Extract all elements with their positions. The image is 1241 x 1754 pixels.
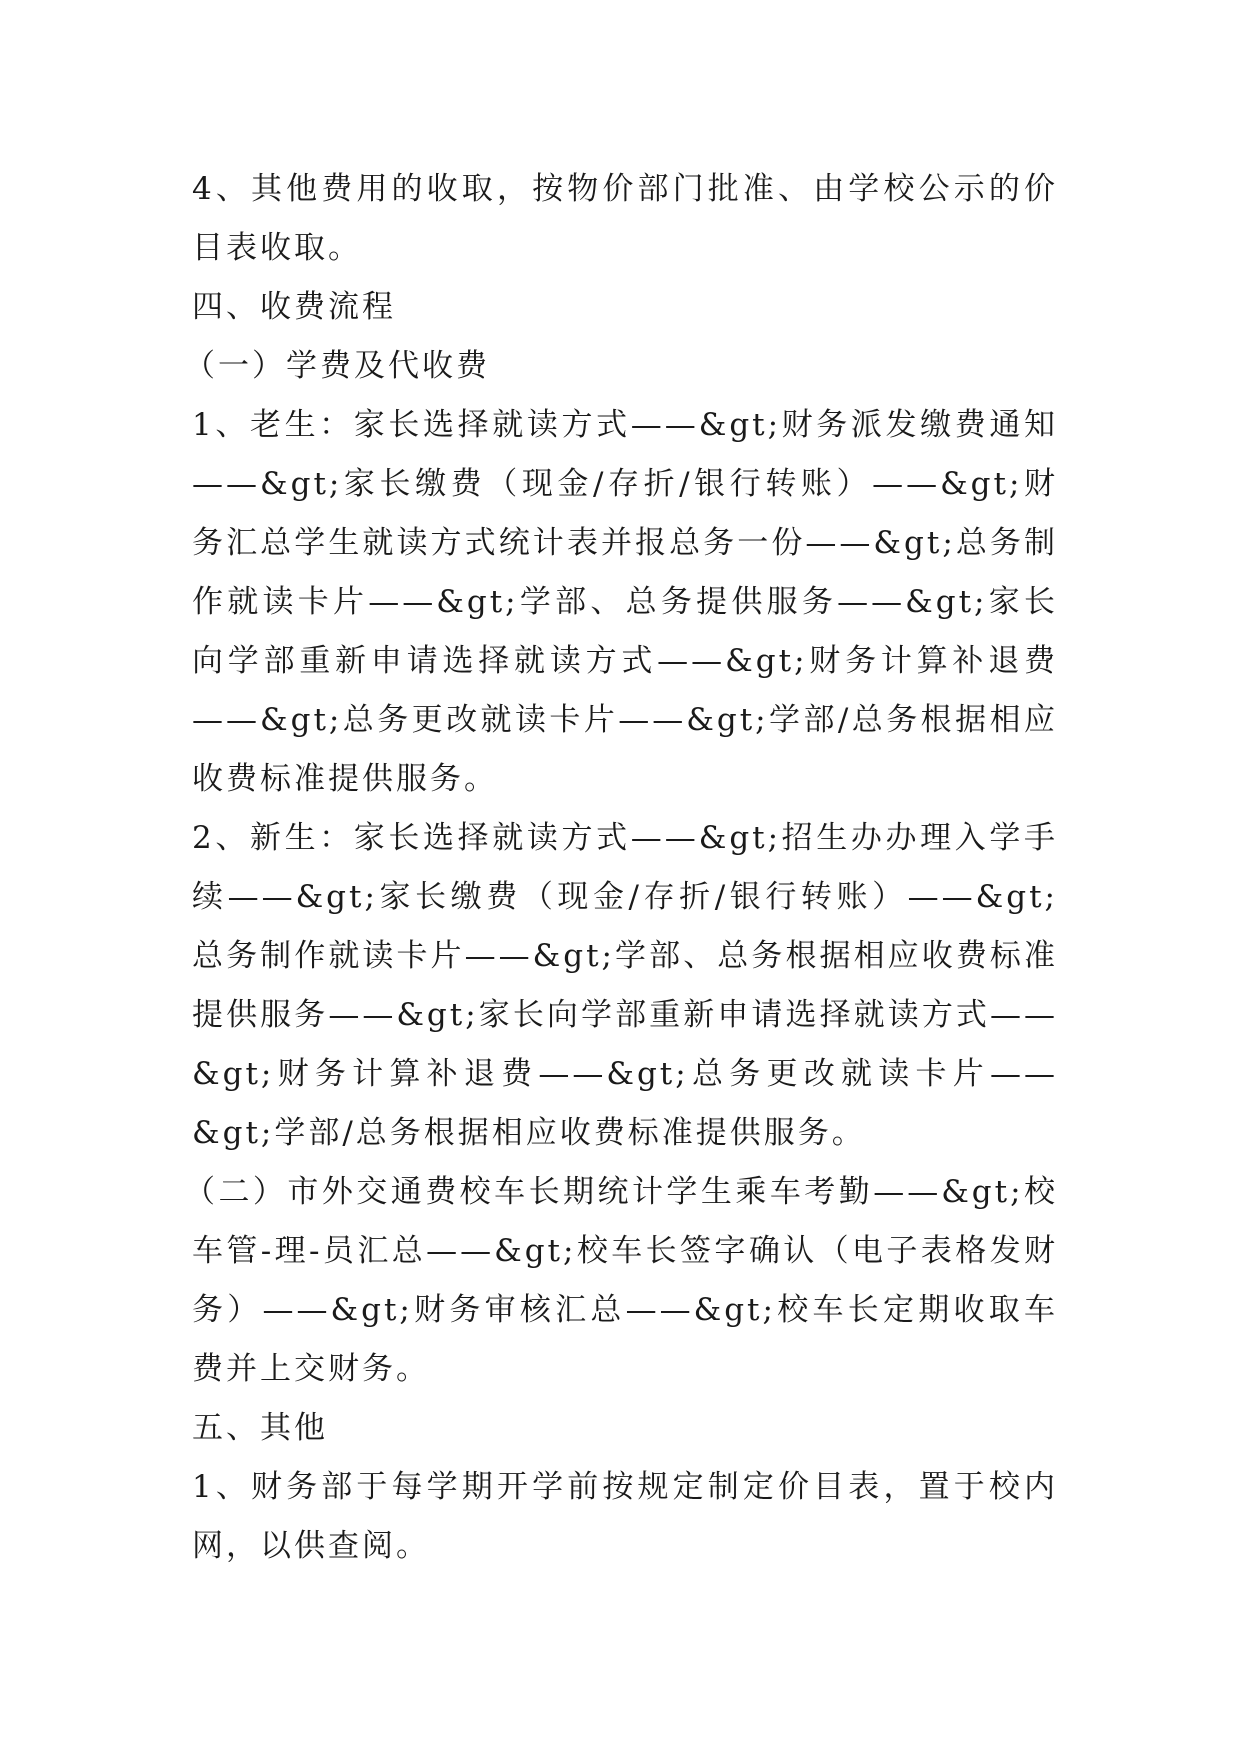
paragraph-price-list: 1、财务部于每学期开学前按规定制定价目表，置于校内网，以供查阅。: [192, 1469, 1058, 1564]
heading-fee-process: 四、收费流程: [192, 289, 396, 325]
paragraph-transport-fee: （二）市外交通费校车长期统计学生乘车考勤——&gt;校车管-理-员汇总——&gt;校车长签字确认（电子表格发财务）——&gt;财务审核汇总——&gt;校车长定期收取车费并上交财务。: [184, 1174, 1058, 1387]
paragraph-new-students: 2、新生：家长选择就读方式——&gt;招生办办理入学手续——&gt;家长缴费（现金/存折/银行转账）——&gt;总务制作就读卡片——&gt;学部、总务根据相应收费标准提供服务——&gt;家长向学部重新申请选择就读方式——&gt;财务计算补退费——&gt;总务更改就读卡片——&gt;学部/总务根据相应收费标准提供服务。: [192, 820, 1058, 1151]
heading-other: 五、其他: [192, 1410, 328, 1446]
paragraph-other-fees: 4、其他费用的收取，按物价部门批准、由学校公示的价目表收取。: [192, 171, 1058, 266]
paragraph-old-students: 1、老生：家长选择就读方式——&gt;财务派发缴费通知——&gt;家长缴费（现金/存折/银行转账）——&gt;财务汇总学生就读方式统计表并报总务一份——&gt;总务制作就读卡片——&gt;学部、总务提供服务——&gt;家长向学部重新申请选择就读方式——&gt;财务计算补退费——&gt;总务更改就读卡片——&gt;学部/总务根据相应收费标准提供服务。: [192, 407, 1058, 797]
subheading-tuition: （一）学费及代收费: [184, 348, 490, 384]
document-body: [184, 160, 1058, 1576]
